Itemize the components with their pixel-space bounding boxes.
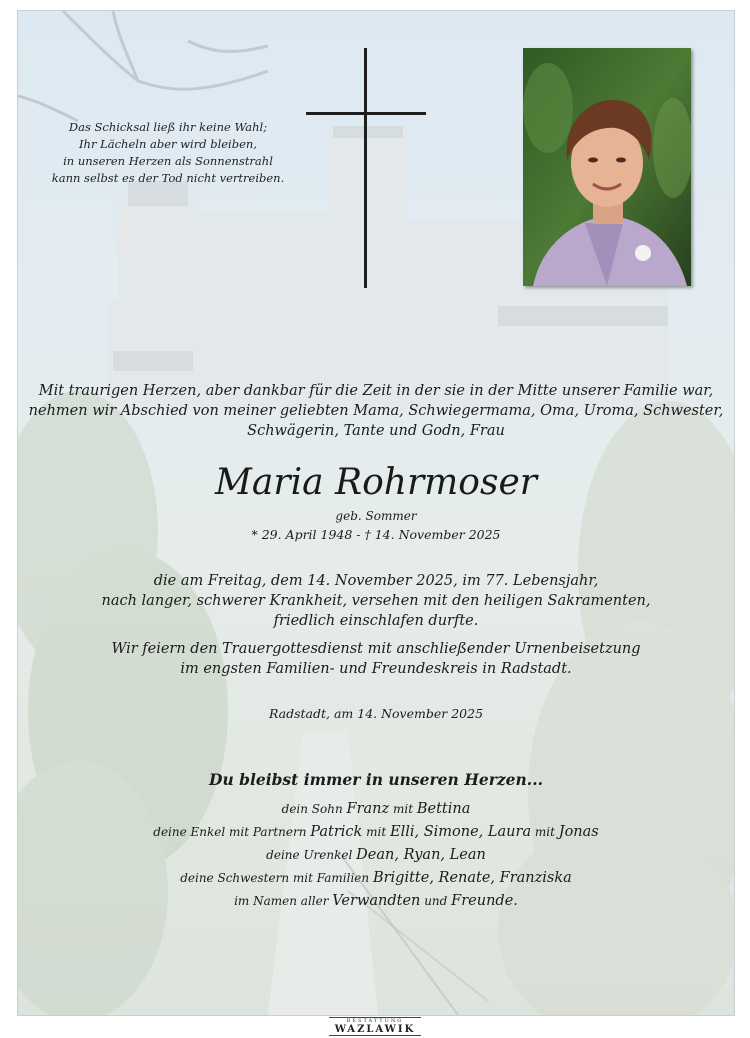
mourner-closing: [18, 890, 734, 913]
life-dates: * 29. April 1948 - † 14. November 2025: [251, 527, 501, 542]
mourner-name: Brigitte, Renate, Franziska: [372, 870, 572, 886]
service-line: im engsten Familien- und Freundeskreis in Radstadt.: [180, 661, 572, 677]
funeral-service-text: [18, 639, 734, 679]
mourner-grandchildren: [18, 821, 734, 844]
mourner-great-grandchildren: [18, 844, 734, 867]
mourner-name: Patrick: [310, 824, 363, 840]
notice-line: friedlich einschlafen durfte.: [273, 613, 479, 629]
mourner-name: Freunde.: [451, 893, 518, 909]
mourner-label: deine Schwestern mit Familien: [180, 871, 373, 885]
mourner-name: Jonas: [558, 824, 599, 840]
death-notice-text: [18, 571, 734, 631]
connector-text: und: [420, 894, 452, 908]
mourner-name: Elli, Simone, Laura: [390, 824, 532, 840]
poem-line: Ihr Lächeln aber wird bleiben,: [79, 137, 257, 151]
logo-main-text: WAZLAWIK: [334, 1024, 416, 1035]
cross-icon: [306, 48, 426, 288]
motto: Du bleibst immer in unseren Herzen...: [209, 770, 543, 789]
place-and-date: Radstadt, am 14. November 2025: [268, 706, 484, 721]
intro-line: Schwägerin, Tante und Godn, Frau: [247, 423, 505, 439]
connector-text: mit: [362, 825, 390, 839]
mourner-label: dein Sohn: [281, 802, 347, 816]
service-line: Wir feiern den Trauergottesdienst mit anschließender Urnenbeisetzung: [111, 641, 641, 657]
maiden-name: geb. Sommer: [335, 509, 417, 523]
mourner-name: Verwandten: [332, 893, 421, 909]
notice-line: die am Freitag, dem 14. November 2025, im 77. Lebensjahr,: [153, 573, 599, 589]
connector-text: mit: [389, 802, 417, 816]
mourner-name: Franz: [346, 801, 390, 817]
obituary-sheet: [17, 10, 735, 1016]
connector-text: mit: [531, 825, 559, 839]
intro-line: Mit traurigen Herzen, aber dankbar für die Zeit in der sie in der Mitte unserer Familie war,: [38, 383, 714, 399]
deceased-name: Maria Rohrmoser: [215, 462, 537, 503]
mourners-list: [18, 798, 734, 913]
mourner-label: im Namen aller: [234, 894, 333, 908]
mourner-son: [18, 798, 734, 821]
funeral-home-logo: [329, 1017, 422, 1036]
portrait-photo-image: [523, 48, 691, 286]
mourner-name: Bettina: [416, 801, 471, 817]
footer: [0, 1014, 750, 1038]
memorial-poem: [18, 119, 318, 187]
poem-line: in unseren Herzen als Sonnenstrahl: [63, 154, 273, 168]
mourner-label: deine Enkel mit Partnern: [153, 825, 311, 839]
mourner-label: deine Urenkel: [266, 848, 357, 862]
portrait-photo: [523, 48, 691, 286]
intro-text: [18, 381, 734, 441]
mourner-name: Dean, Ryan, Lean: [356, 847, 486, 863]
mourner-sisters: [18, 867, 734, 890]
poem-line: kann selbst es der Tod nicht vertreiben.: [51, 171, 285, 185]
logo-top-text: BESTATTUNG: [346, 1018, 404, 1024]
notice-line: nach langer, schwerer Krankheit, versehen mit den heiligen Sakramenten,: [101, 593, 651, 609]
intro-line: nehmen wir Abschied von meiner geliebten Mama, Schwiegermama, Oma, Uroma, Schwester,: [28, 403, 724, 419]
poem-line: Das Schicksal ließ ihr keine Wahl;: [68, 120, 268, 134]
